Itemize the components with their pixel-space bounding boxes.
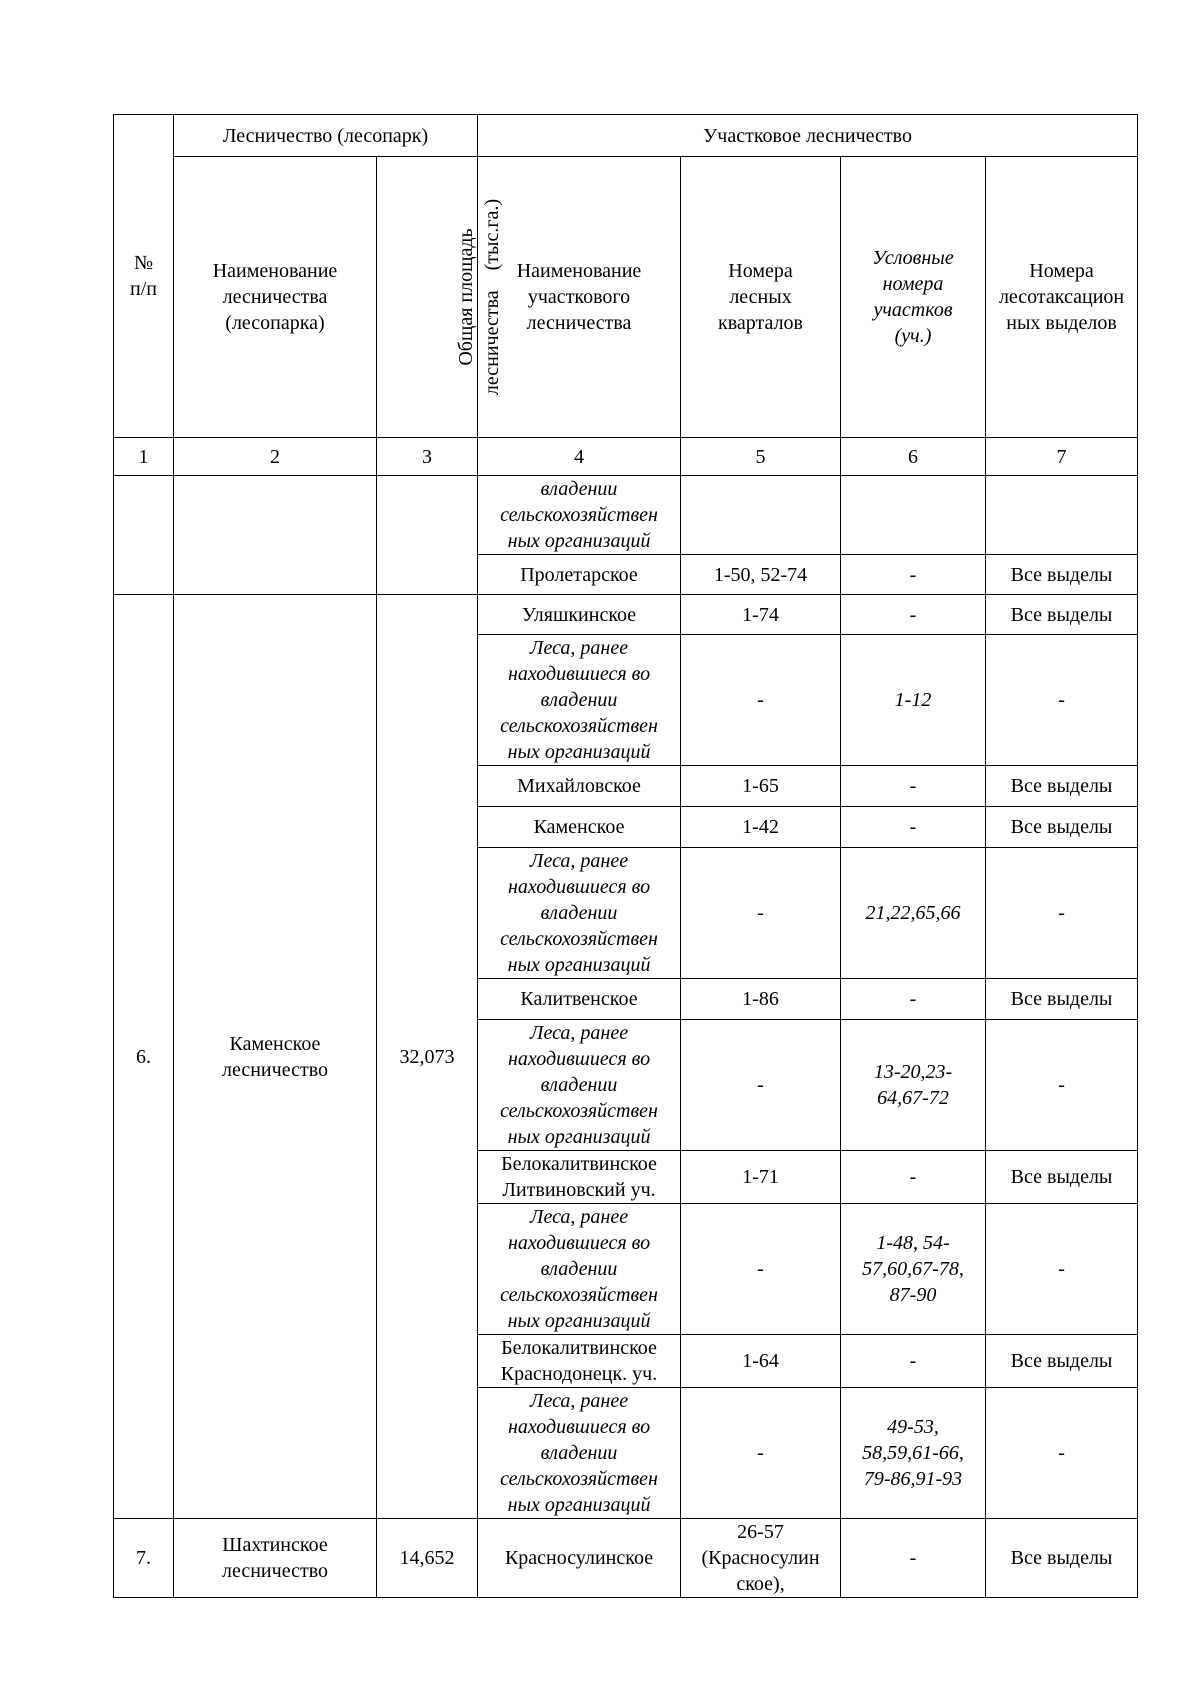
cont-num (114, 476, 174, 595)
table-row (114, 595, 1138, 635)
plots-cell: - (841, 1335, 986, 1388)
plots-cell: - (841, 1519, 986, 1598)
table-row (114, 476, 1138, 555)
forestry-name: Шахтинское лесничество (174, 1519, 377, 1598)
plots-cell: 13-20,23- 64,67-72 (841, 1020, 986, 1151)
header-plots: Условные номера участков (уч.) (841, 157, 986, 438)
colnum-3: 3 (377, 438, 478, 476)
header-row-columns (114, 157, 1138, 438)
district-name: Белокалитвинское Краснодонецк. уч. (478, 1335, 681, 1388)
quarters-cell: 26-57 (Красносулин ское), (681, 1519, 841, 1598)
stands-cell: - (986, 1020, 1138, 1151)
quarters-cell (681, 476, 841, 555)
table-row (114, 1519, 1138, 1598)
stands-cell: Все выделы (986, 1335, 1138, 1388)
quarters-cell: 1-86 (681, 979, 841, 1020)
stands-cell: - (986, 848, 1138, 979)
header-row-groups (114, 115, 1138, 157)
stands-cell: Все выделы (986, 595, 1138, 635)
colnum-2: 2 (174, 438, 377, 476)
forestry-area: 14,652 (377, 1519, 478, 1598)
colnum-4: 4 (478, 438, 681, 476)
stands-cell: - (986, 1388, 1138, 1519)
plots-cell: - (841, 1151, 986, 1204)
district-name: владении сельскохозяйствен ных организаций (478, 476, 681, 555)
district-name: Калитвенское (478, 979, 681, 1020)
district-name: Леса, ранее находившиеся во владении сельскохозяйствен ных организаций (478, 635, 681, 766)
district-name: Уляшкинское (478, 595, 681, 635)
stands-cell: - (986, 635, 1138, 766)
header-total-area-text: Общая площадь лесничества (тыс.га.) (455, 198, 504, 396)
stands-cell: - (986, 1204, 1138, 1335)
row-num: 7. (114, 1519, 174, 1598)
stands-cell: Все выделы (986, 766, 1138, 807)
quarters-cell: 1-50, 52-74 (681, 555, 841, 595)
column-number-row (114, 438, 1138, 476)
district-name: Михайловское (478, 766, 681, 807)
quarters-cell: 1-64 (681, 1335, 841, 1388)
stands-cell: Все выделы (986, 1151, 1138, 1204)
header-total-area (377, 157, 504, 438)
colnum-1: 1 (114, 438, 174, 476)
header-forestry-name: Наименование лесничества (лесопарка) (174, 157, 377, 438)
district-name: Леса, ранее находившиеся во владении сельскохозяйствен ных организаций (478, 1020, 681, 1151)
quarters-cell: - (681, 635, 841, 766)
district-name: Пролетарское (478, 555, 681, 595)
plots-cell: - (841, 595, 986, 635)
district-name: Леса, ранее находившиеся во владении сельскохозяйствен ных организаций (478, 1204, 681, 1335)
plots-cell: - (841, 555, 986, 595)
plots-cell: - (841, 807, 986, 848)
district-name: Красносулинское (478, 1519, 681, 1598)
forestry-name: Каменское лесничество (174, 595, 377, 1519)
plots-cell: - (841, 766, 986, 807)
header-district-group: Участковое лесничество (478, 115, 1138, 157)
header-stands: Номера лесотаксацион ных выделов (986, 157, 1138, 438)
plots-cell: - (841, 979, 986, 1020)
header-district-name: Наименование участкового лесничества (478, 157, 681, 438)
district-name: Леса, ранее находившиеся во владении сельскохозяйствен ных организаций (478, 1388, 681, 1519)
plots-cell: 1-48, 54- 57,60,67-78, 87-90 (841, 1204, 986, 1335)
header-quarters: Номера лесных кварталов (681, 157, 841, 438)
plots-cell (841, 476, 986, 555)
row-num: 6. (114, 595, 174, 1519)
quarters-cell: 1-65 (681, 766, 841, 807)
forest-table (113, 114, 1138, 1598)
colnum-7: 7 (986, 438, 1138, 476)
header-num: № п/п (114, 115, 174, 438)
plots-cell: 49-53, 58,59,61-66, 79-86,91-93 (841, 1388, 986, 1519)
stands-cell: Все выделы (986, 1519, 1138, 1598)
plots-cell: 21,22,65,66 (841, 848, 986, 979)
colnum-6: 6 (841, 438, 986, 476)
forestry-area: 32,073 (377, 595, 478, 1519)
stands-cell: Все выделы (986, 807, 1138, 848)
header-forestry-group: Лесничество (лесопарк) (174, 115, 478, 157)
cont-area (377, 476, 478, 595)
quarters-cell: 1-42 (681, 807, 841, 848)
stands-cell: Все выделы (986, 555, 1138, 595)
quarters-cell: - (681, 848, 841, 979)
district-name: Леса, ранее находившиеся во владении сельскохозяйствен ных организаций (478, 848, 681, 979)
quarters-cell: 1-71 (681, 1151, 841, 1204)
cont-forestry-name (174, 476, 377, 595)
colnum-5: 5 (681, 438, 841, 476)
stands-cell (986, 476, 1138, 555)
quarters-cell: - (681, 1204, 841, 1335)
district-name: Белокалитвинское Литвиновский уч. (478, 1151, 681, 1204)
quarters-cell: - (681, 1020, 841, 1151)
district-name: Каменское (478, 807, 681, 848)
quarters-cell: 1-74 (681, 595, 841, 635)
stands-cell: Все выделы (986, 979, 1138, 1020)
quarters-cell: - (681, 1388, 841, 1519)
plots-cell: 1-12 (841, 635, 986, 766)
